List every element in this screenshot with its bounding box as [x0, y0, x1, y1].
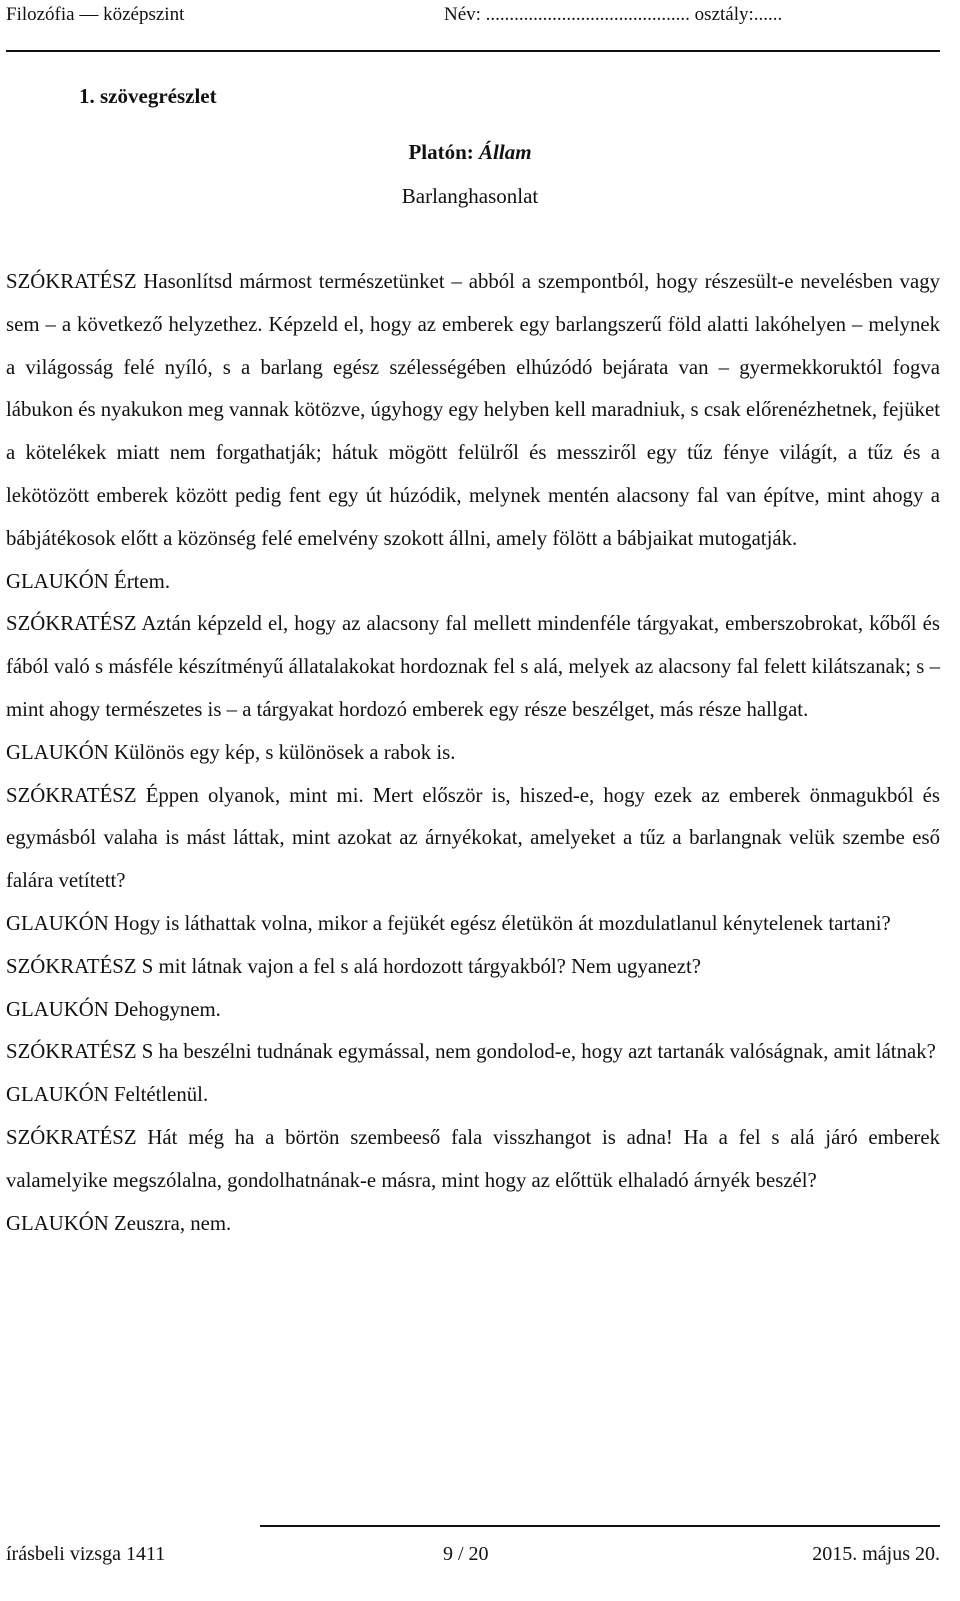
dialogue-paragraph: SZÓKRATÉSZ Hasonlítsd mármost természetünket – abból a szempontból, hogy részesült-e nevelésben vagy sem – a következő helyzethez. Képzeld el, hogy az emberek egy barlangszerű föld alatti lakóhelyen – melynek a világosság felé nyíló, s a barlang egész szélességében elhúzódó bejárata van – gyermekkoruktól fogva lábukon és nyakukon meg vannak kötözve, úgyhogy egy helyben kell maradniuk, s csak előrenézhetnek, fejüket a kötelékek miatt nem forgathatják; hátuk mögött felülről és messziről egy tűz fénye világít, a tűz és a lekötözött emberek között pedig fent egy út húzódik, melynek mentén alacsony fal van építve, mint ahogy a bábjátékosok előtt a közönség felé emelvény szokott állni, amely fölött a bábjaikat mutogatják.: [6, 270, 940, 550]
section-title: 1. szövegrészlet: [79, 84, 217, 108]
dialogue-paragraph: GLAUKÓN Hogy is láthattak volna, mikor a fejükét egész életükön át mozdulatlanul kénytelenek tartani?: [6, 911, 891, 935]
dialogue-paragraph: GLAUKÓN Zeuszra, nem.: [6, 1211, 232, 1235]
work-title: [0, 140, 940, 165]
dialogue-paragraph: GLAUKÓN Feltétlenül.: [6, 1083, 209, 1107]
dialogue-paragraph: GLAUKÓN Értem.: [6, 569, 171, 593]
dialogue-paragraph: SZÓKRATÉSZ S mit látnak vajon a fel s alá hordozott tárgyakból? Nem ugyanezt?: [6, 954, 701, 978]
dialogue-paragraph: SZÓKRATÉSZ S ha beszélni tudnának egymással, nem gondolod-e, hogy azt tartanák valóságnak, amit látnak?: [6, 1040, 936, 1064]
dialogue-paragraph: SZÓKRATÉSZ Aztán képzeld el, hogy az alacsony fal mellett mindenféle tárgyakat, emberszobrokat, kőből és fából való s másféle készítményű állatalakokat hordoznak fel s alá, melyek az alacsony fal felett kilátszanak; s – mint ahogy természetes is – a tárgyakat hordozó emberek egy része beszélget, más része hallgat.: [6, 612, 940, 721]
footer-page-number: 9 / 20: [443, 1543, 489, 1565]
work-subtitle: Barlanghasonlat: [401, 184, 539, 208]
header-name-class-field: Név: ........................................... osztály:......: [444, 4, 783, 25]
dialogue-paragraph: GLAUKÓN Dehogynem.: [6, 997, 221, 1021]
dialogue-paragraph: SZÓKRATÉSZ Éppen olyanok, mint mi. Mert először is, hiszed-e, hogy ezek az emberek önmagukból és egymásból valaha is mást láttak, mint azokat az árnyékokat, amelyeket a tűz a barlangnak velük szembe eső falára vetített?: [6, 783, 940, 893]
work-author: Platón:: [408, 140, 480, 164]
dialogue-paragraph: GLAUKÓN Különös egy kép, s különösek a rabok is.: [6, 740, 456, 764]
dialogue-paragraph: SZÓKRATÉSZ Hát még ha a börtön szembeeső fala visszhangot is adna! Ha a fel s alá járó emberek valamelyike megszólalna, gondolhatnának-e másra, mint hogy az előttük elhaladó árnyék beszél?: [6, 1125, 940, 1192]
page-header: [6, 0, 940, 52]
footer-divider: [260, 1525, 940, 1527]
footer-exam-code: írásbeli vizsga 1411: [6, 1543, 166, 1565]
footer-date: 2015. május 20.: [812, 1543, 940, 1565]
dialogue-text: [6, 261, 940, 1245]
header-subject: Filozófia — középszint: [6, 4, 185, 25]
work-title-italic: Állam: [479, 140, 532, 164]
